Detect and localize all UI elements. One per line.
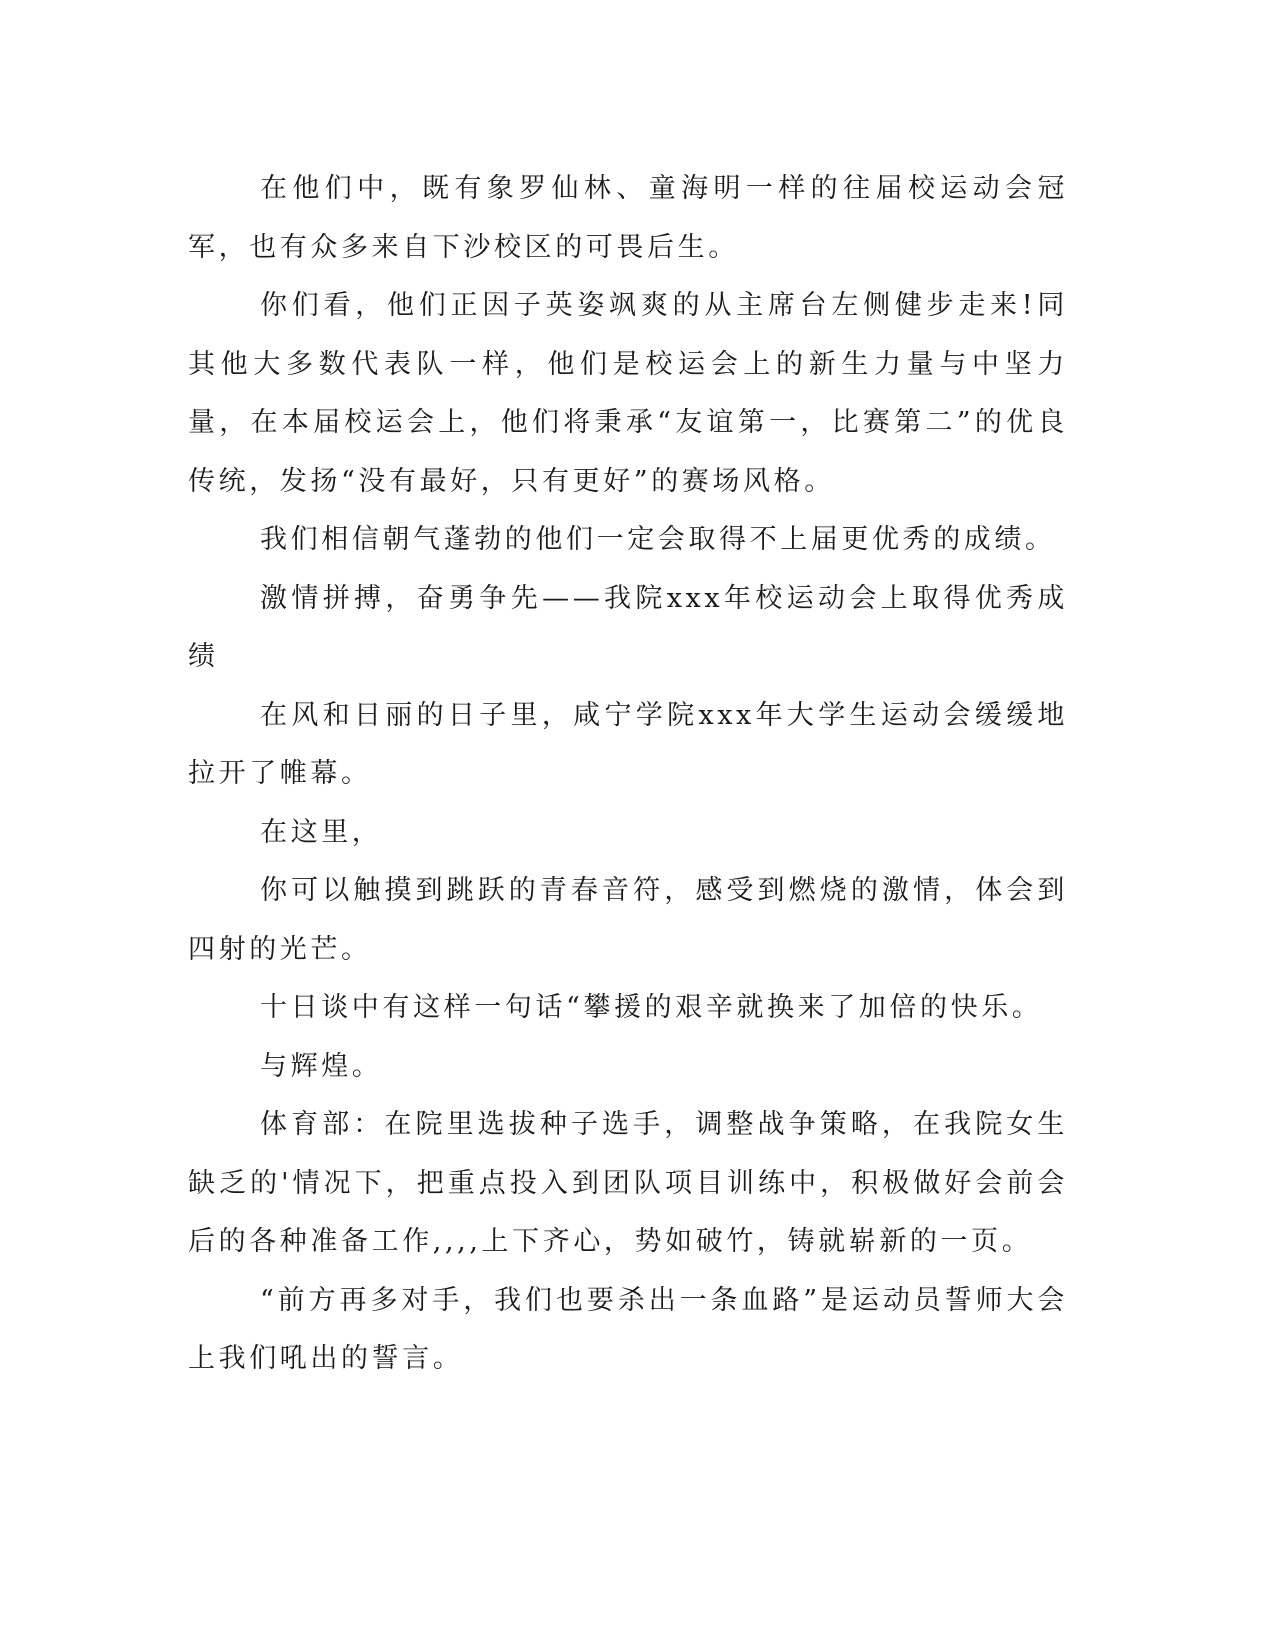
paragraph: 你们看，他们正因子英姿飒爽的从主席台左侧健步走来!同其他大多数代表队一样，他们是校运会上的新生力量与中坚力量，在本届校运会上，他们将秉承“友谊第一，比赛第二”的优良传统，发扬“没有最好，只有更好”的赛场风格。 [188, 290, 1068, 497]
paragraph: 我们相信朝气蓬勃的他们一定会取得不上届更优秀的成绩。 [260, 524, 1056, 555]
paragraph: 激情拼搏，奋勇争先——我院xxx年校运动会上取得优秀成绩 [188, 582, 1068, 672]
paragraph: 十日谈中有这样一句话“攀援的艰辛就换来了加倍的快乐。 [260, 992, 1043, 1023]
paragraph: 与辉煌。 [260, 1050, 383, 1082]
document-body [188, 160, 1068, 1389]
paragraph: 在风和日丽的日子里，咸宁学院xxx年大学生运动会缓缓地拉开了帷幕。 [188, 699, 1068, 789]
paragraph: 在这里， [260, 816, 383, 848]
paragraph: “前方再多对手，我们也要杀出一条血路”是运动员誓师大会上我们吼出的誓言。 [188, 1284, 1068, 1374]
paragraph: 体育部：在院里选拔种子选手，调整战争策略，在我院女生缺乏的'情况下，把重点投入到团队项目训练中，积极做好会前会后的各种准备工作,,,,上下齐心，势如破竹，铸就崭新的一页。 [188, 1109, 1068, 1257]
paragraph: 在他们中，既有象罗仙林、童海明一样的往届校运动会冠军，也有众多来自下沙校区的可畏后生。 [188, 173, 1068, 263]
paragraph: 你可以触摸到跳跃的青春音符，感受到燃烧的激情，体会到四射的光芒。 [188, 875, 1068, 965]
